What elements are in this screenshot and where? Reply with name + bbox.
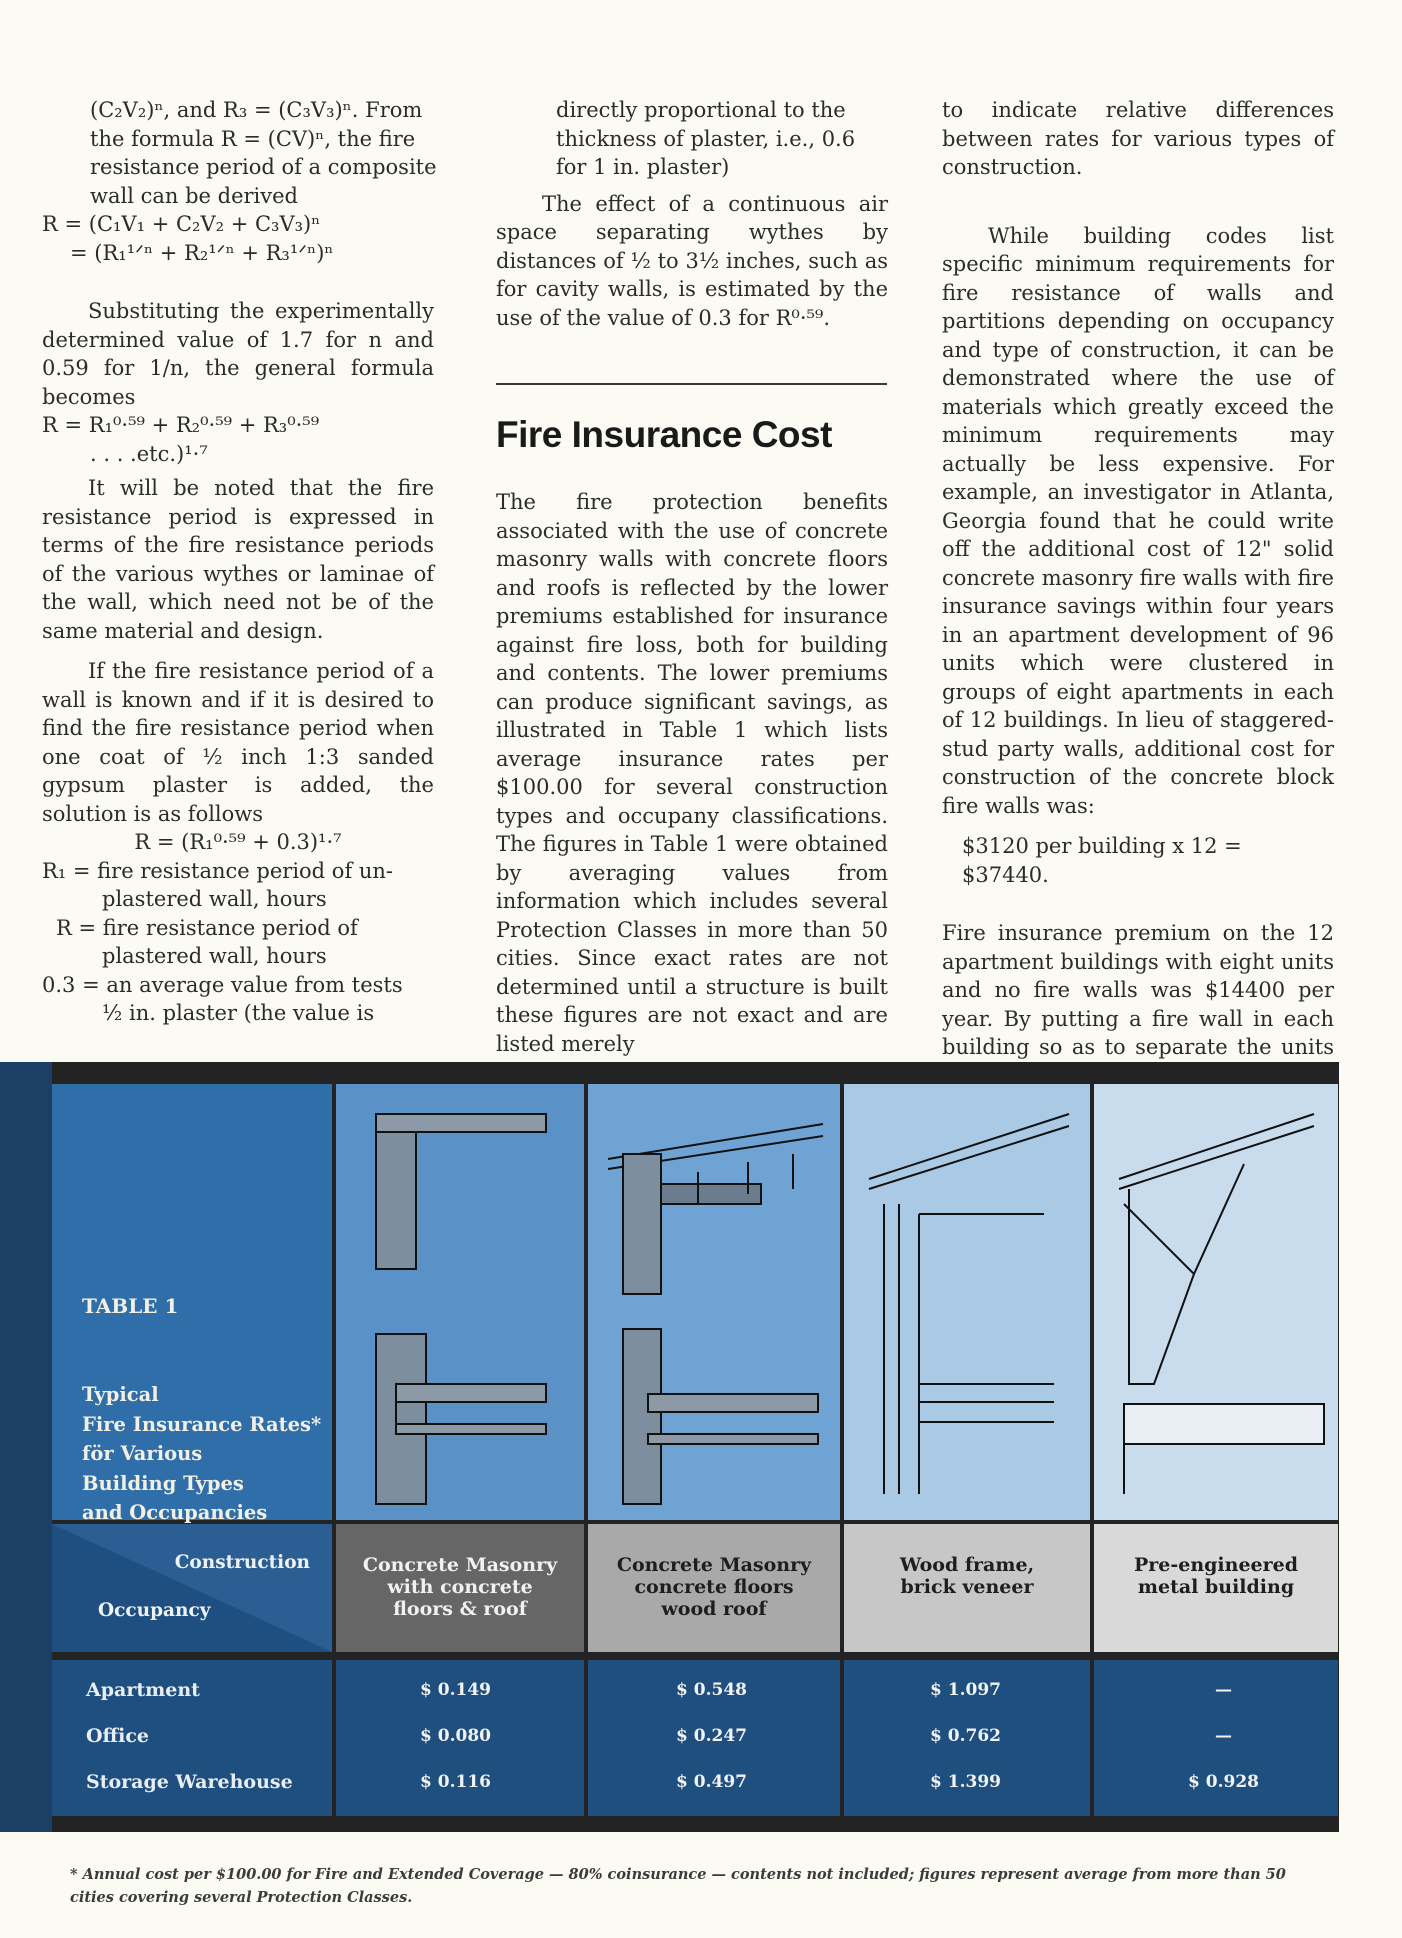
- rate-value: $ 0.762: [930, 1726, 1001, 1746]
- paragraph-cont: to indicate relative differences between rates for various types of construction.: [942, 98, 1334, 179]
- rate-value: $ 1.399: [930, 1772, 1001, 1792]
- header-line: Wood frame,: [899, 1554, 1035, 1576]
- formula-solution: R = (R₁⁰·⁵⁹ + 0.3)¹·⁷: [134, 830, 342, 854]
- table-footnote: * Annual cost per $100.00 for Fire and Extended Coverage — 80% coinsurance — contents not included; figures represent average from more than 50 cities covering several Protection Classes.: [70, 1866, 1286, 1906]
- illustration-wood-frame: [844, 1084, 1090, 1520]
- calculation: $3120 per building x 12 = $37440.: [962, 834, 1242, 887]
- definition-r1-cont: plastered wall, hours: [102, 887, 327, 911]
- section-heading: Fire Insurance Cost: [496, 414, 832, 455]
- cont-line: for 1 in. plaster): [556, 155, 730, 179]
- rate-value: $ 0.080: [420, 1726, 491, 1746]
- cont-line: thickness of plaster, i.e., 0.6: [556, 126, 856, 151]
- rate-value: $ 0.928: [1188, 1772, 1259, 1792]
- header-line: wood roof: [661, 1598, 767, 1620]
- eq-line: the formula R = (CV)ⁿ, the fire: [90, 126, 416, 151]
- title-line: Fire Insurance Rates*: [82, 1412, 322, 1436]
- title-line: Building Types: [82, 1471, 244, 1495]
- column-2: [496, 96, 888, 332]
- eq-line: resistance period of a composite: [90, 155, 437, 179]
- corner-occupancy: Occupancy: [98, 1600, 211, 1621]
- column-header: [844, 1524, 1090, 1652]
- corner-cell: [52, 1524, 332, 1652]
- rate-value: $ 0.116: [420, 1772, 491, 1792]
- formula-composite-2: = (R₁¹ᐟⁿ + R₂¹ᐟⁿ + R₃¹ᐟⁿ)ⁿ: [70, 240, 334, 265]
- table-title-cell: [52, 1084, 332, 1524]
- column-header: [588, 1524, 840, 1652]
- rate-value: $ 1.097: [930, 1680, 1001, 1700]
- table-title: [82, 1380, 321, 1528]
- title-line: Typical: [82, 1383, 159, 1406]
- formula-general-2: . . . .etc.)¹·⁷: [90, 441, 208, 466]
- title-line: för Various: [82, 1442, 203, 1465]
- cont-line: directly proportional to the: [556, 98, 846, 122]
- table-label: TABLE 1: [82, 1294, 179, 1318]
- column-1: [42, 96, 437, 1028]
- illustration-wood-roof: [588, 1084, 840, 1520]
- header-line: with concrete: [387, 1576, 533, 1598]
- paragraph-fire-insurance: The fire protection benefits associated with the use of concrete masonry walls with concrete floors and roofs is reflected by the lower premiums established for insurance against fire loss, both for building and contents. The lower premiums can produce significant savings, as illustrated in Table 1 which lists average insurance rates per $100.00 for several construction types and occupany classifications. The figures in Table 1 were obtained by averaging values from information which includes several Protection Classes in more than 50 cities. Since exact rates are not determined until a structure is built these figures are not exact and are listed merely: [496, 490, 888, 1056]
- corner-diagonal: [52, 1524, 332, 1652]
- row-label-storage: Storage Warehouse: [86, 1771, 293, 1793]
- rate-value: $ 0.497: [676, 1772, 747, 1792]
- title-line: and Occupancies: [82, 1501, 268, 1524]
- row-label-office: Office: [86, 1725, 150, 1747]
- paragraph-building-codes: While building codes list specific minimum requirements for fire resistance of walls and partitions depending on occupancy and type of construction, it can be demonstrated where the use of materials which greatly exceed the minimum requirements may actually be less expensive. For example, an investigator in Atlanta, Georgia found that he could write off the additional cost of 12" solid concrete masonry fire walls with fire insurance savings within four years in an apartment development of 96 units which were clustered in groups of eight apartments in each of 12 buildings. In lieu of staggered-stud party walls, additional cost for construction of the concrete block fire walls was:: [942, 223, 1334, 818]
- header-line: Concrete Masonry: [616, 1554, 812, 1576]
- definition-03-cont: ½ in. plaster (the value is: [102, 1001, 375, 1025]
- rate-value: $ 0.247: [676, 1726, 747, 1746]
- paragraph-premium: Fire insurance premium on the 12 apartment buildings with eight units and no fire walls was $14400 per year. By putting a fire wall in each building so as to separate the units: [942, 921, 1334, 1059]
- illustration-concrete-roof: [336, 1084, 584, 1520]
- insurance-table: [0, 1062, 1339, 1832]
- header-line: Concrete Masonry: [362, 1554, 558, 1576]
- header-line: brick veneer: [900, 1576, 1034, 1598]
- column-header: [1094, 1524, 1338, 1652]
- corner-construction: Construction: [174, 1552, 310, 1573]
- column-header: [336, 1524, 584, 1652]
- formula-general: R = R₁⁰·⁵⁹ + R₂⁰·⁵⁹ + R₃⁰·⁵⁹: [42, 413, 320, 437]
- rate-value: —: [1215, 1680, 1232, 1700]
- section-divider: [496, 383, 887, 385]
- header-line: floors & roof: [393, 1598, 527, 1620]
- eq-line: (C₂V₂)ⁿ, and R₃ = (C₃V₃)ⁿ. From: [90, 98, 423, 122]
- wall-section-drawing: [336, 1084, 584, 1520]
- column-3: [942, 96, 1334, 1090]
- paragraph-substituting: Substituting the experimentally determined value of 1.7 for n and 0.59 for 1/n, the general formula becomes: [42, 299, 434, 409]
- paragraph-noted: It will be noted that the fire resistance period is expressed in terms of the fire resistance periods of the various wythes or laminae of the wall, which need not be of the same material and design.: [42, 476, 434, 643]
- rate-value: $ 0.548: [676, 1680, 747, 1700]
- paragraph-if: If the fire resistance period of a wall is known and if it is desired to find the fire resistance period when one coat of ½ inch 1:3 sanded gypsum plaster is added, the solution is as follows: [42, 659, 434, 826]
- definition-r-cont: plastered wall, hours: [102, 944, 327, 968]
- definition-03: 0.3 = an average value from tests: [42, 972, 403, 997]
- paragraph-air-space: The effect of a continuous air space separating wythes by distances of ½ to 3½ inches, such as for cavity walls, is estimated by the use of the value of 0.3 for R⁰·⁵⁹.: [496, 191, 888, 330]
- wall-section-drawing: [1094, 1084, 1338, 1520]
- header-line: metal building: [1137, 1576, 1295, 1598]
- header-line: Pre-engineered: [1133, 1554, 1299, 1576]
- definition-r1: R₁ = fire resistance period of un-: [42, 858, 394, 883]
- definition-r: R = fire resistance period of: [56, 915, 358, 940]
- header-line: concrete floors: [634, 1576, 794, 1598]
- row-label-apartment: Apartment: [86, 1679, 200, 1701]
- illustration-metal-building: [1094, 1084, 1338, 1520]
- rate-value: $ 0.149: [420, 1680, 491, 1700]
- table-edge: [0, 1062, 52, 1832]
- rate-value: —: [1215, 1726, 1232, 1746]
- formula-composite: R = (C₁V₁ + C₂V₂ + C₃V₃)ⁿ: [42, 212, 321, 236]
- eq-line: wall can be derived: [90, 183, 298, 208]
- wall-section-drawing: [588, 1084, 840, 1520]
- wall-section-drawing: [844, 1084, 1090, 1520]
